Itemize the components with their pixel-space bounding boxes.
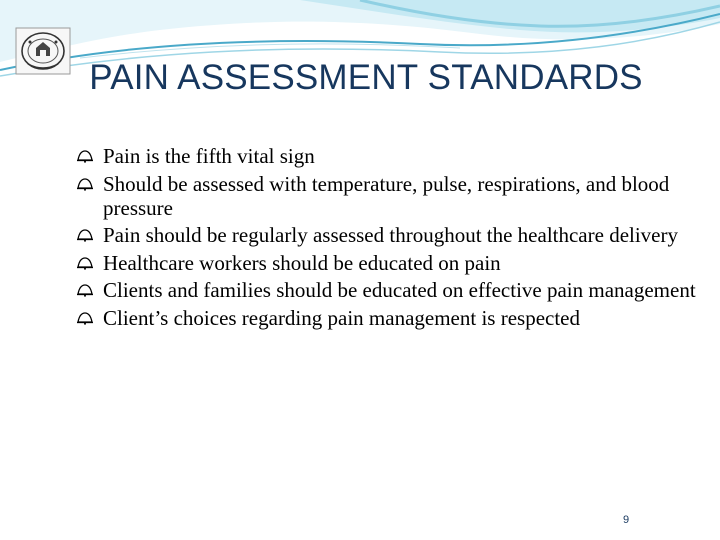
bell-dingbat-icon: [76, 311, 94, 325]
bullet-item: [76, 172, 696, 220]
bullet-item: [76, 251, 696, 275]
bullet-item: [76, 306, 696, 330]
bullet-text: Client’s choices regarding pain management is respected: [103, 305, 581, 330]
slide-title: PAIN ASSESSMENT STANDARDS: [89, 58, 643, 97]
bullet-text: Healthcare workers should be educated on pain: [103, 250, 501, 275]
bullet-text: Pain is the fifth vital sign: [103, 144, 315, 168]
bullet-item: [76, 144, 696, 168]
bullet-list: [76, 144, 696, 333]
bell-dingbat-icon: [76, 149, 94, 163]
bullet-text: Clients and families should be educated on effective pain management: [103, 278, 696, 302]
bullet-item: [76, 223, 696, 247]
bullet-item: [76, 278, 696, 302]
bell-dingbat-icon: [76, 283, 94, 297]
bell-dingbat-icon: [76, 228, 94, 242]
bullet-text: Pain should be regularly assessed throughout the healthcare delivery: [103, 223, 678, 247]
bell-dingbat-icon: [76, 177, 94, 191]
bullet-text: Should be assessed with temperature, pulse, respirations, and blood pressure: [103, 171, 670, 220]
page-number: 9: [622, 514, 630, 526]
bell-dingbat-icon: [76, 256, 94, 270]
